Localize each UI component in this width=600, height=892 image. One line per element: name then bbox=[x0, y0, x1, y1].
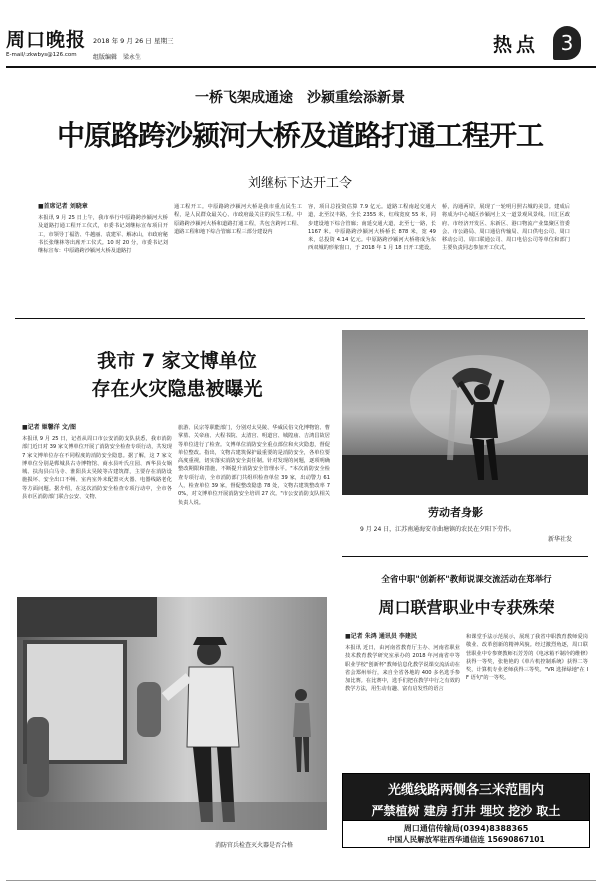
labor-photo-title: 劳动者身影 bbox=[428, 506, 483, 519]
ad-line-3: 周口通信传输局(0394)8388365 bbox=[403, 824, 529, 833]
email-text: E-mail/:zkwbys@126.com bbox=[6, 52, 77, 58]
ad-line-1: 光缆线路两侧各三米范围内 bbox=[387, 783, 544, 798]
issue-weekday: 星期三 bbox=[154, 37, 174, 45]
lead-headline: 中原路跨沙颍河大桥及道路打通工程开工 bbox=[56, 119, 543, 152]
masthead: 周口晚报 bbox=[6, 29, 87, 51]
lead-col-4: 桥，沟通两岸，展现了一轮明月照古城的美景。建成后将成为中心城区沙颍河上又一道景观风景线。川汇区政府、市经济开发区、东新区、港口物流产业集聚区管委会、市公路局、周口通信传输局、周口供电公司、周口移动公司、周口联通公司、周口电信公司等单位和部门主要负责同志参加开工仪式。 bbox=[442, 204, 570, 252]
lead-col-1: 本报讯 9 月 25 日上午，我市举行中原路跨沙颍河大桥及道路打通工程开工仪式，市委书记刘继标宣布项目开工，市领导丁福浩、牛越丽、袁建军、解冰山，市政府秘书长张继林等出席开工仪式。10 时 20 分，市委书记刘继标宣布：中原路跨沙颍河大桥及道路打 bbox=[38, 215, 168, 255]
ad-line-4: 中国人民解放军驻西华通信连 15690867101 bbox=[387, 835, 545, 844]
school-byline: ■记者 朱鸿 通讯员 李建民 bbox=[345, 633, 417, 640]
fire-headline-line1: 我市 7 家文博单位 bbox=[97, 350, 257, 372]
divider-lead bbox=[15, 318, 585, 319]
labor-photo-caption: 9 月 24 日，江苏南通海安市曲塘镇的农民在夕阳下劳作。 bbox=[360, 526, 516, 533]
divider-right bbox=[342, 556, 588, 557]
labor-photo-credit: 新华社发 bbox=[548, 536, 573, 543]
footer-rule bbox=[6, 880, 596, 881]
farmer-silhouette-icon bbox=[342, 330, 588, 495]
lead-col-3: 容，项目总投资估算 7.9 亿元。道路工程南起交通大道，北至汉丰路，全长 2355 米，红线宽度 55 米，同步建设地下综合管廊；南延交通大道，北至七一路，长 1167 米。中原路跨沙颍河大桥桥长 878 米，宽 49 米，总投资 4.14 亿元。中原路跨沙颍河大桥将成为东西双城的形象窗口，于 2018 年 1 月 18 日开工建设。 bbox=[308, 204, 436, 252]
school-col-2: 和课堂手法示范展示，展现了我省中职教育教师爱岗敬业、改革创新的精神风貌。经过激烈角逐，周口联营职业中专参赛教师石芳芳的《电冰箱不制冷的维修》获得一等奖，张艳艳的《单片机控制系统》获得二等奖，计算机专业老师获得三等奖。"VR 选择绿地"在 IF 语句"的一等奖。 bbox=[466, 634, 588, 682]
header-rule bbox=[6, 66, 596, 68]
fire-col-2: 旅游、民宗等职能部门，分别对太昊陵、华威民俗文化博物馆、曹掌墓、关帝庙、大程书院、太清宫、明道宫、城隍庙、吉鸿昌故居等单位进行了检查。文博单位消防安全重点部位和火灾隐患，督促单位整改。指出，文物古建筑保护最重要的是消防安全，各单位要高度重视，切实落实消防安全责任制。针对发现的问题，逐项明确整改期限和措施，不断提升消防安全管理水平。"本次消防安全检查专项行动，全市消防部门共组织检查单位 39 家，出动警力 61 人，检查单位 39 家，督促整改隐患 78 处，文物古建筑整改率 70%，对文博单位开展消防安全培训 27 次。"市公安消防支队相关负责人说。 bbox=[178, 425, 330, 506]
school-col-1: 本报讯 近日，由河南省教育厅主办、河南省职业技术教育教学研究室承办的 2018 年河南省中等职业学校"创新杯"教师信息化教学说课交流活动在省会郑州举行，来自全省各地的 400 多名选手参加比赛。在比赛中，选手们把在教学中行之有效的教学方法，用生动有趣、富有启发性的语言 bbox=[345, 645, 460, 693]
fire-extinguisher-scene-icon bbox=[17, 597, 327, 830]
ad-banner bbox=[342, 773, 590, 822]
lead-kicker: 一桥飞架成通途 沙颍重绘添新景 bbox=[195, 90, 405, 106]
issue-date: 2018 年 9 月 26 日 bbox=[93, 37, 152, 45]
school-headline: 周口联营职业中专获殊荣 bbox=[378, 598, 555, 617]
lead-byline: ■首席记者 刘晓章 bbox=[38, 203, 88, 210]
fire-inspection-photo bbox=[17, 597, 327, 830]
lead-subhead: 刘继标下达开工令 bbox=[247, 176, 352, 191]
ad-contact-box bbox=[342, 820, 590, 848]
page-editor: 组版编辑 梁永生 bbox=[93, 54, 142, 61]
ad-line-2: 严禁植树 建房 打井 埋坟 挖沙 取土 bbox=[371, 804, 561, 818]
school-kicker: 全省中职"创新杯"教师说课交流活动在郑举行 bbox=[381, 575, 552, 585]
fire-col-1: 本报讯 9 月 25 日，记者从周口市公安消防支队获悉，我市消防部门近日对 39 家文博单位开展了消防安全检查专项行动，共发现 7 家文博单位存在不同程度的消防安全隐患。据了解，这 7 家文博单位分别是郸城县古寺博物馆、商水县叶氏庄园、西华县女娲城、扶沟县白马寺、淮阳县太昊陵等古建筑群，主要存在消防设施损坏、安全出口不畅、室内室外未配置灭火器、电器线路老化等方面问题。据介绍，在这次消防安全检查专项行动中，全市各县市区消防部门联合公安、文物、 bbox=[22, 436, 172, 501]
fire-byline: ■记者 姬馨洋 文/图 bbox=[22, 424, 77, 431]
labor-photo bbox=[342, 330, 588, 495]
fire-photo-caption: 消防官兵检查灭火器是否合格 bbox=[215, 842, 294, 849]
page-number: 3 bbox=[560, 31, 574, 55]
fire-headline-line2: 存在火灾隐患被曝光 bbox=[91, 378, 263, 400]
section-title: 热点 bbox=[493, 34, 540, 56]
page-number-badge bbox=[553, 26, 581, 60]
lead-col-2: 通工程开工。中原路跨沙颍河大桥是我市重点民生工程，是人民群众最关心、市政府最关注的民生工程。中原路跨沙颍河大桥和道路打通工程，共包含跨河工程、道路工程和地下综合管廊工程三部分建设内 bbox=[174, 204, 302, 235]
